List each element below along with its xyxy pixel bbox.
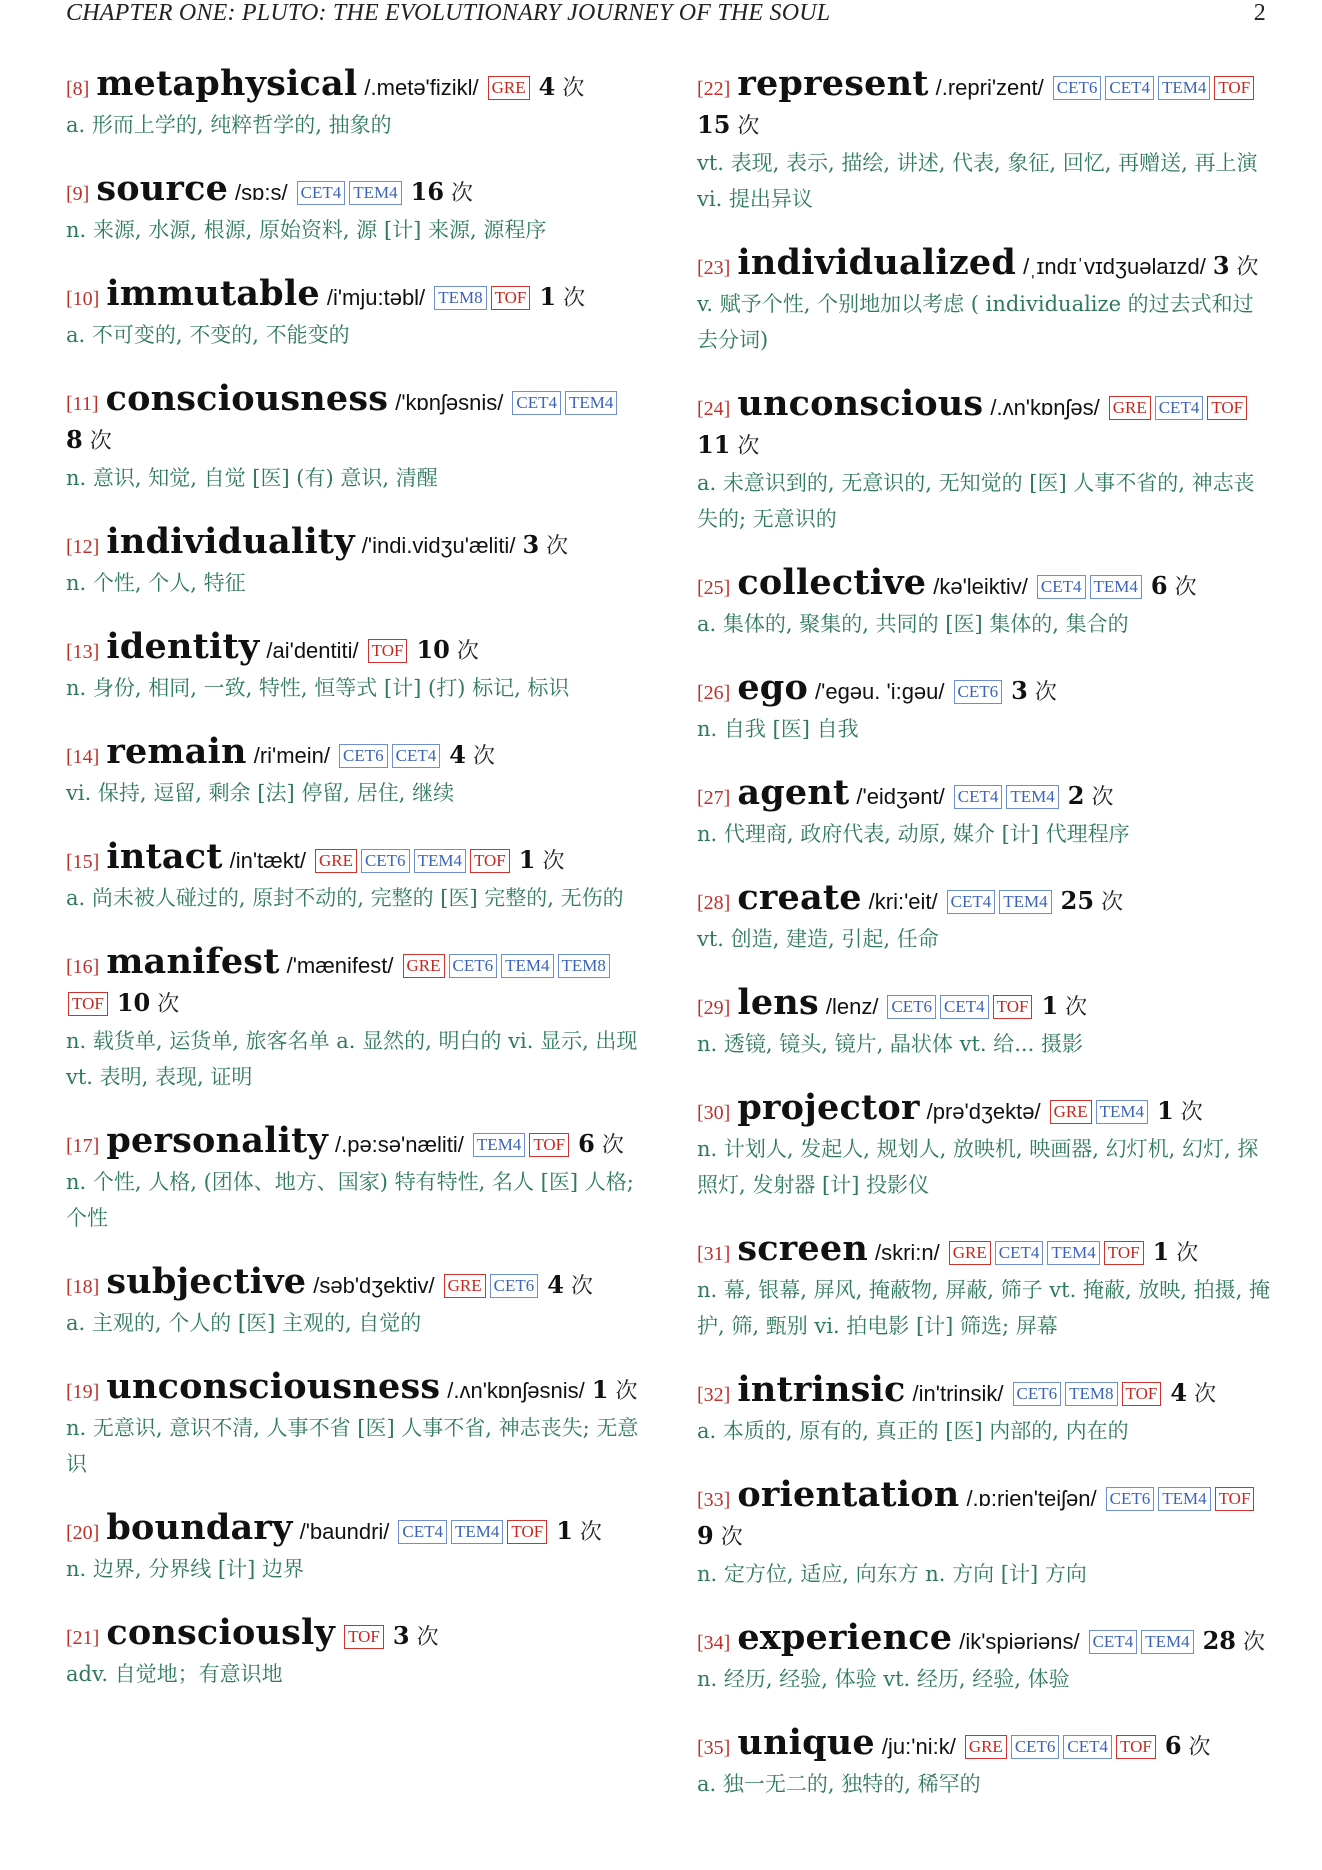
exam-tag-badge: TOF — [1215, 1487, 1255, 1511]
frequency-unit: 次 — [720, 1525, 743, 1550]
page-header — [66, 0, 1266, 32]
definition: a. 本质的, 原有的, 真正的 [医] 内部的, 内在的 — [697, 1419, 1129, 1443]
frequency-unit: 次 — [1236, 255, 1259, 280]
phonetic: /'indi.vidʒu'æliti/ — [361, 533, 516, 558]
exam-tag-badge: TEM4 — [414, 849, 466, 873]
phonetic: /'baundri/ — [299, 1519, 390, 1544]
phonetic: /i'mju:təbl/ — [326, 285, 426, 310]
entry-headline — [66, 521, 641, 565]
exam-tag-badge: TEM4 — [999, 890, 1051, 914]
exam-tag-badge: TEM8 — [558, 954, 610, 978]
exam-tag-badge: CET6 — [954, 680, 1003, 704]
definition: a. 主观的, 个人的 [医] 主观的, 自觉的 — [66, 1311, 422, 1335]
phonetic: /kə'leiktiv/ — [933, 574, 1028, 599]
frequency-unit: 次 — [737, 114, 760, 139]
headword: lens — [737, 982, 819, 1023]
headword: personality — [106, 1120, 328, 1161]
exam-tag-badge: CET6 — [1106, 1487, 1155, 1511]
frequency-unit: 次 — [1176, 1241, 1199, 1266]
entry-index: [17] — [66, 1135, 100, 1157]
headword: manifest — [106, 941, 280, 982]
vocab-entry — [697, 1228, 1272, 1344]
definition: vt. 创造, 建造, 引起, 任命 — [697, 927, 939, 951]
frequency-count: 1 — [518, 845, 536, 874]
entry-headline — [66, 378, 641, 460]
definition: n. 自我 [医] 自我 — [697, 717, 859, 741]
exam-tag-badge: CET4 — [512, 391, 561, 415]
entry-headline — [66, 1120, 641, 1164]
frequency-unit: 次 — [546, 534, 569, 559]
entry-headline — [697, 667, 1272, 711]
phonetic: /ri'mein/ — [253, 743, 331, 768]
entry-index: [35] — [697, 1737, 731, 1759]
phonetic: /ju:'ni:k/ — [881, 1734, 956, 1759]
entry-index: [24] — [697, 398, 731, 420]
vocab-entry — [697, 1369, 1272, 1449]
exam-tag-badge: GRE — [488, 76, 530, 100]
headword: orientation — [737, 1474, 960, 1515]
exam-tag-badge: GRE — [403, 954, 445, 978]
vocab-entry — [697, 562, 1272, 642]
frequency-count: 11 — [697, 430, 731, 459]
phonetic: /prə'dʒektə/ — [926, 1099, 1041, 1124]
exam-tag-badge: CET6 — [887, 995, 936, 1019]
frequency-count: 28 — [1202, 1626, 1236, 1655]
exam-tag-badge: CET4 — [940, 995, 989, 1019]
exam-tag-badge: TOF — [470, 849, 510, 873]
exam-tag-badge: CET4 — [995, 1241, 1044, 1265]
headword: individuality — [106, 521, 355, 562]
exam-tag-badge: TEM4 — [565, 391, 617, 415]
frequency-unit: 次 — [1243, 1630, 1266, 1655]
exam-tag-badge: CET4 — [1105, 76, 1154, 100]
vocab-entry — [66, 378, 641, 496]
entry-index: [20] — [66, 1522, 100, 1544]
exam-tag-badge: CET4 — [398, 1520, 447, 1544]
headword: screen — [737, 1228, 868, 1269]
frequency-count: 10 — [416, 635, 450, 664]
definition: n. 幕, 银幕, 屏风, 掩蔽物, 屏蔽, 筛子 vt. 掩蔽, 放映, 拍摄, 掩护, 筛, 甄别 vi. 拍电影 [计] 筛选; 屏幕 — [697, 1278, 1271, 1338]
exam-tag-badge: TOF — [1207, 396, 1247, 420]
headword: collective — [737, 562, 927, 603]
entry-index: [29] — [697, 997, 731, 1019]
definition: n. 代理商, 政府代表, 动原, 媒介 [计] 代理程序 — [697, 822, 1130, 846]
entry-index: [22] — [697, 78, 731, 100]
definition: n. 经历, 经验, 体验 vt. 经历, 经验, 体验 — [697, 1667, 1070, 1691]
vocab-entry — [66, 941, 641, 1095]
vocab-entry — [66, 731, 641, 811]
phonetic: /'eidʒənt/ — [856, 784, 945, 809]
vocab-entry — [66, 168, 641, 248]
headword: represent — [737, 63, 929, 104]
frequency-count: 1 — [539, 282, 557, 311]
exam-tag-badge: CET4 — [1063, 1735, 1112, 1759]
headword: immutable — [106, 273, 320, 314]
exam-tag-badge: TEM8 — [434, 286, 486, 310]
frequency-unit: 次 — [615, 1379, 638, 1404]
entry-index: [18] — [66, 1276, 100, 1298]
frequency-count: 4 — [547, 1270, 564, 1299]
phonetic: /lenz/ — [825, 994, 879, 1019]
entry-headline — [66, 836, 641, 880]
frequency-count: 1 — [1157, 1096, 1174, 1125]
entry-headline — [66, 1366, 641, 1410]
vocab-entry — [697, 383, 1272, 537]
entry-headline — [66, 1261, 641, 1305]
vocab-entry — [66, 626, 641, 706]
headword: metaphysical — [96, 63, 358, 104]
exam-tag-badge: CET6 — [1013, 1382, 1062, 1406]
exam-tag-badge: TOF — [507, 1520, 547, 1544]
headword: source — [96, 168, 229, 209]
exam-tag-badge: CET4 — [954, 785, 1003, 809]
entry-headline — [697, 772, 1272, 816]
phonetic: /.repri'zent/ — [935, 75, 1044, 100]
headword: identity — [106, 626, 260, 667]
frequency-unit: 次 — [542, 849, 565, 874]
frequency-unit: 次 — [1188, 1735, 1211, 1760]
phonetic: /səb'dʒektiv/ — [313, 1273, 435, 1298]
entry-index: [10] — [66, 288, 100, 310]
exam-tag-badge: TOF — [529, 1133, 569, 1157]
entry-index: [19] — [66, 1381, 100, 1403]
frequency-count: 4 — [1170, 1378, 1188, 1407]
headword: intrinsic — [737, 1369, 906, 1410]
headword: projector — [737, 1087, 920, 1128]
exam-tag-badge: CET4 — [1155, 396, 1204, 420]
exam-tag-badge: CET4 — [1037, 575, 1086, 599]
definition: n. 意识, 知觉, 自觉 [医] (有) 意识, 清醒 — [66, 466, 438, 490]
frequency-count: 1 — [556, 1516, 573, 1545]
definition: vi. 保持, 逗留, 剩余 [法] 停留, 居住, 继续 — [66, 781, 455, 805]
entry-headline — [697, 1617, 1272, 1661]
entry-headline — [697, 562, 1272, 606]
entry-index: [21] — [66, 1627, 100, 1649]
phonetic: /.ʌn'kɒnʃəsnis/ — [447, 1378, 585, 1403]
exam-tag-badge: TEM4 — [501, 954, 553, 978]
exam-tag-badge: TOF — [344, 1625, 384, 1649]
exam-tag-badge: GRE — [444, 1274, 486, 1298]
definition: n. 身份, 相同, 一致, 特性, 恒等式 [计] (打) 标记, 标识 — [66, 676, 570, 700]
exam-tag-badge: TEM4 — [1158, 76, 1210, 100]
entry-index: [13] — [66, 641, 100, 663]
headword: agent — [737, 772, 850, 813]
exam-tag-badge: TOF — [993, 995, 1033, 1019]
frequency-unit: 次 — [563, 286, 586, 311]
entry-index: [28] — [697, 892, 731, 914]
exam-tag-badge: CET4 — [947, 890, 996, 914]
frequency-count: 4 — [538, 72, 556, 101]
exam-tag-badge: TOF — [68, 992, 108, 1016]
entry-headline — [697, 63, 1272, 145]
frequency-count: 15 — [697, 110, 731, 139]
frequency-unit: 次 — [1065, 995, 1088, 1020]
exam-tag-badge: TEM4 — [1141, 1630, 1193, 1654]
frequency-unit: 次 — [1034, 680, 1057, 705]
exam-tag-badge: CET6 — [449, 954, 498, 978]
exam-tag-badge: CET6 — [361, 849, 410, 873]
definition: a. 集体的, 聚集的, 共同的 [医] 集体的, 集合的 — [697, 612, 1129, 636]
exam-tag-badge: TEM4 — [1096, 1100, 1148, 1124]
definition: adv. 自觉地；有意识地 — [66, 1662, 283, 1686]
phonetic: /.ʌn'kɒnʃəs/ — [990, 395, 1100, 420]
vocab-entry — [697, 772, 1272, 852]
frequency-unit: 次 — [472, 744, 495, 769]
headword: consciousness — [105, 378, 389, 419]
frequency-unit: 次 — [570, 1274, 593, 1299]
frequency-count: 9 — [697, 1521, 714, 1550]
exam-tag-badge: TOF — [1104, 1241, 1144, 1265]
vocab-entry — [66, 1261, 641, 1341]
frequency-unit: 次 — [737, 434, 760, 459]
entry-index: [12] — [66, 536, 100, 558]
vocab-entry — [66, 1120, 641, 1236]
definition: a. 独一无二的, 独特的, 稀罕的 — [697, 1772, 981, 1796]
phonetic: /in'tækt/ — [229, 848, 306, 873]
frequency-count: 4 — [449, 740, 466, 769]
frequency-unit: 次 — [1101, 890, 1124, 915]
vocab-entry — [66, 1366, 641, 1482]
entry-index: [34] — [697, 1632, 731, 1654]
exam-tag-badge: TEM4 — [1006, 785, 1058, 809]
vocab-entry — [697, 1617, 1272, 1697]
phonetic: /sɒ:s/ — [235, 180, 288, 205]
exam-tag-badge: GRE — [315, 849, 357, 873]
entry-index: [31] — [697, 1243, 731, 1265]
frequency-count: 1 — [1041, 991, 1059, 1020]
definition: n. 来源, 水源, 根源, 原始资料, 源 [计] 来源, 源程序 — [66, 218, 547, 242]
exam-tag-badge: CET4 — [297, 181, 346, 205]
definition: a. 形而上学的, 纯粹哲学的, 抽象的 — [66, 113, 392, 137]
vocab-entry — [697, 63, 1272, 217]
exam-tag-badge: TOF — [1122, 1382, 1162, 1406]
entry-headline — [697, 1087, 1272, 1131]
entry-headline — [697, 982, 1272, 1026]
entry-headline — [697, 1722, 1272, 1766]
frequency-count: 1 — [591, 1375, 609, 1404]
entry-index: [16] — [66, 956, 100, 978]
definition: a. 未意识到的, 无意识的, 无知觉的 [医] 人事不省的, 神志丧失的; 无意识的 — [697, 471, 1255, 531]
exam-tag-badge: TOF — [368, 639, 408, 663]
left-column — [66, 63, 641, 1720]
definition: vt. 表现, 表示, 描绘, 讲述, 代表, 象征, 回忆, 再赠送, 再上演 vi. 提出异议 — [697, 151, 1258, 211]
definition: n. 边界, 分界线 [计] 边界 — [66, 1557, 304, 1581]
frequency-count: 3 — [522, 530, 540, 559]
chapter-title: CHAPTER ONE: PLUTO: THE EVOLUTIONARY JOURNEY OF THE SOUL — [66, 0, 831, 26]
definition: n. 个性, 个人, 特征 — [66, 571, 246, 595]
exam-tag-badge: TEM8 — [1065, 1382, 1117, 1406]
entry-headline — [697, 877, 1272, 921]
exam-tag-badge: CET6 — [1011, 1735, 1060, 1759]
phonetic: /in'trinsik/ — [912, 1381, 1004, 1406]
frequency-unit: 次 — [416, 1625, 439, 1650]
frequency-unit: 次 — [579, 1520, 602, 1545]
vocab-entry — [697, 242, 1272, 358]
vocab-entry — [697, 877, 1272, 957]
exam-tag-badge: TEM4 — [451, 1520, 503, 1544]
phonetic: /ai'dentiti/ — [266, 638, 359, 663]
phonetic: /.ɒ:rien'teiʃən/ — [966, 1486, 1097, 1511]
frequency-count: 10 — [116, 988, 151, 1017]
entry-index: [26] — [697, 682, 731, 704]
phonetic: /ik'spiəriəns/ — [959, 1629, 1080, 1654]
frequency-unit: 次 — [451, 181, 474, 206]
exam-tag-badge: TOF — [491, 286, 531, 310]
exam-tag-badge: CET6 — [490, 1274, 539, 1298]
frequency-count: 25 — [1060, 886, 1095, 915]
exam-tag-badge: TOF — [1116, 1735, 1156, 1759]
phonetic: /.pə:sə'næliti/ — [334, 1132, 464, 1157]
phonetic: /.metə'fizikl/ — [364, 75, 479, 100]
entry-headline — [66, 1612, 641, 1656]
vocab-entry — [66, 521, 641, 601]
frequency-count: 2 — [1067, 781, 1085, 810]
entry-headline — [697, 1369, 1272, 1413]
phonetic: /ˌɪndɪˈvɪdʒuəlaɪzd/ — [1023, 254, 1206, 279]
definition: n. 个性, 人格, (团体、地方、国家) 特有特性, 名人 [医] 人格; 个性 — [66, 1170, 634, 1230]
entry-headline — [697, 1228, 1272, 1272]
vocab-entry — [66, 63, 641, 143]
frequency-count: 1 — [1152, 1237, 1170, 1266]
right-column — [697, 63, 1272, 1830]
frequency-count: 6 — [578, 1129, 595, 1158]
headword: unconsciousness — [106, 1366, 441, 1407]
exam-tag-badge: TEM4 — [473, 1133, 525, 1157]
entry-headline — [66, 941, 641, 1023]
entry-headline — [66, 273, 641, 317]
frequency-unit: 次 — [456, 639, 479, 664]
frequency-unit: 次 — [157, 992, 180, 1017]
frequency-count: 6 — [1150, 571, 1168, 600]
entry-headline — [66, 1507, 641, 1551]
entry-headline — [66, 63, 641, 107]
frequency-count: 8 — [66, 425, 83, 454]
entry-index: [15] — [66, 851, 100, 873]
headword: unique — [737, 1722, 875, 1763]
frequency-unit: 次 — [89, 429, 112, 454]
headword: experience — [737, 1617, 953, 1658]
exam-tag-badge: GRE — [965, 1735, 1007, 1759]
headword: intact — [106, 836, 223, 877]
entry-headline — [697, 242, 1272, 286]
definition: n. 定方位, 适应, 向东方 n. 方向 [计] 方向 — [697, 1562, 1087, 1586]
entry-headline — [697, 1474, 1272, 1556]
phonetic: /skri:n/ — [874, 1240, 940, 1265]
entry-index: [33] — [697, 1489, 731, 1511]
headword: subjective — [106, 1261, 307, 1302]
entry-headline — [66, 626, 641, 670]
exam-tag-badge: GRE — [1109, 396, 1151, 420]
phonetic: /'mænifest/ — [286, 953, 394, 978]
frequency-count: 6 — [1164, 1731, 1182, 1760]
entry-index: [14] — [66, 746, 100, 768]
definition: n. 无意识, 意识不清, 人事不省 [医] 人事不省, 神志丧失; 无意识 — [66, 1416, 639, 1476]
entry-headline — [66, 168, 641, 212]
headword: boundary — [106, 1507, 293, 1548]
headword: consciously — [106, 1612, 336, 1653]
frequency-count: 3 — [1011, 676, 1028, 705]
phonetic: /'kɒnʃəsnis/ — [395, 390, 504, 415]
entry-index: [30] — [697, 1102, 731, 1124]
headword: remain — [106, 731, 247, 772]
vocab-entry — [697, 1087, 1272, 1203]
frequency-unit: 次 — [562, 76, 585, 101]
entry-index: [25] — [697, 577, 731, 599]
definition: n. 计划人, 发起人, 规划人, 放映机, 映画器, 幻灯机, 幻灯, 探照灯, 发射器 [计] 投影仪 — [697, 1137, 1259, 1197]
entry-index: [9] — [66, 183, 90, 205]
entry-index: [8] — [66, 78, 90, 100]
frequency-unit: 次 — [1174, 575, 1197, 600]
frequency-count: 3 — [1212, 251, 1230, 280]
frequency-unit: 次 — [1194, 1382, 1217, 1407]
entry-headline — [697, 383, 1272, 465]
exam-tag-badge: CET6 — [1053, 76, 1102, 100]
vocab-entry — [697, 1474, 1272, 1592]
vocab-entry — [697, 1722, 1272, 1802]
exam-tag-badge: TEM4 — [1090, 575, 1142, 599]
entry-index: [27] — [697, 787, 731, 809]
exam-tag-badge: TEM4 — [349, 181, 401, 205]
vocab-entry — [66, 1612, 641, 1692]
exam-tag-badge: GRE — [949, 1241, 991, 1265]
exam-tag-badge: TEM4 — [1158, 1487, 1210, 1511]
frequency-count: 3 — [392, 1621, 410, 1650]
frequency-unit: 次 — [601, 1133, 624, 1158]
entry-index: [23] — [697, 257, 731, 279]
headword: individualized — [737, 242, 1017, 283]
page-number: 2 — [1253, 0, 1266, 26]
entry-index: [11] — [66, 393, 99, 415]
phonetic: /'egəu. 'i:gəu/ — [815, 679, 945, 704]
entry-headline — [66, 731, 641, 775]
frequency-unit: 次 — [1180, 1100, 1203, 1125]
definition: n. 透镜, 镜头, 镜片, 晶状体 vt. 给... 摄影 — [697, 1032, 1083, 1056]
exam-tag-badge: TOF — [1214, 76, 1254, 100]
vocab-entry — [66, 273, 641, 353]
exam-tag-badge: CET6 — [339, 744, 388, 768]
exam-tag-badge: GRE — [1050, 1100, 1092, 1124]
exam-tag-badge: TEM4 — [1047, 1241, 1099, 1265]
exam-tag-badge: CET4 — [392, 744, 441, 768]
headword: create — [737, 877, 862, 918]
entry-index: [32] — [697, 1384, 731, 1406]
headword: ego — [737, 667, 809, 708]
vocab-entry — [697, 667, 1272, 747]
definition: v. 赋予个性, 个别地加以考虑 ( individualize 的过去式和过去分词) — [697, 292, 1254, 352]
definition: a. 尚未被人碰过的, 原封不动的, 完整的 [医] 完整的, 无伤的 — [66, 886, 624, 910]
definition: a. 不可变的, 不变的, 不能变的 — [66, 323, 350, 347]
headword: unconscious — [737, 383, 984, 424]
frequency-count: 16 — [410, 177, 445, 206]
phonetic: /kri:'eit/ — [868, 889, 938, 914]
vocab-entry — [66, 836, 641, 916]
frequency-unit: 次 — [1091, 785, 1114, 810]
definition: n. 载货单, 运货单, 旅客名单 a. 显然的, 明白的 vi. 显示, 出现 vt. 表明, 表现, 证明 — [66, 1029, 638, 1089]
vocab-entry — [697, 982, 1272, 1062]
exam-tag-badge: CET4 — [1089, 1630, 1138, 1654]
vocab-entry — [66, 1507, 641, 1587]
